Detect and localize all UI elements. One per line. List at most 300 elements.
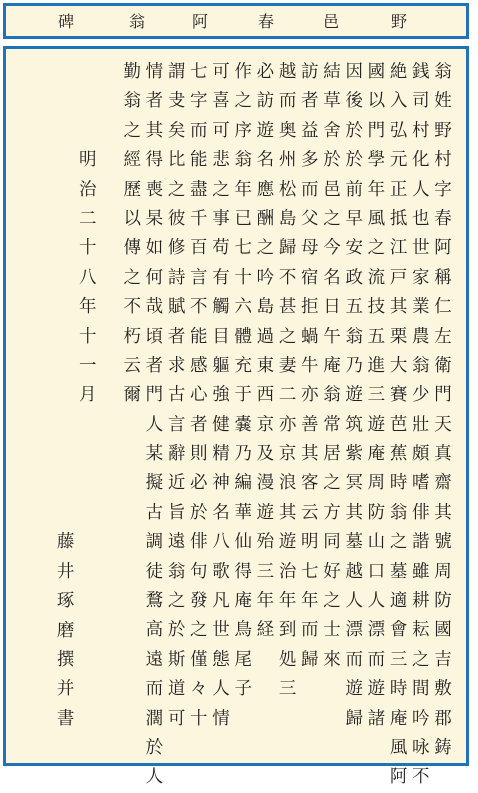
inscription-char: 士 (323, 620, 341, 641)
inscription-char: 結 (323, 62, 341, 82)
inscription-char: 千 (190, 208, 208, 229)
inscription-char: 山 (367, 532, 386, 553)
inscription-char: 而 (367, 649, 386, 670)
inscription-char: 午 (323, 326, 341, 347)
inscription-char: 墓 (345, 532, 363, 553)
inscription-char: 少 (412, 385, 430, 406)
inscription-char: 發 (190, 591, 208, 612)
inscription-char: 化 (412, 150, 430, 171)
inscription-char: 嗜 (412, 473, 430, 494)
inscription-char: 序 (234, 120, 252, 141)
inscription-char: 酬 (256, 208, 275, 229)
inscription-char: 常 (323, 414, 341, 435)
inscription-char: 近 (167, 473, 186, 494)
inscription-char: 浪 (278, 473, 297, 494)
inscription-char: 之 (212, 179, 230, 200)
inscription-char: 遠 (145, 649, 164, 670)
inscription-char: 云 (123, 355, 141, 376)
inscription-char: 三 (389, 649, 408, 670)
inscription-char: 之 (190, 620, 208, 641)
inscription-char: 草 (323, 91, 341, 112)
inscription-char: 松 (278, 179, 297, 200)
inscription-char: 益 (301, 120, 319, 141)
inscription-char: 仁 (434, 297, 452, 318)
inscription-char: 州 (278, 150, 297, 171)
text-column (230, 58, 256, 705)
inscription-char: 鋳 (434, 737, 452, 758)
inscription-char: 過 (256, 326, 275, 347)
inscription-char: 能 (190, 150, 208, 171)
inscription-char: 其 (301, 444, 319, 465)
inscription-char: 春 (434, 208, 452, 229)
text-column (75, 146, 101, 411)
text-column (363, 58, 389, 734)
inscription-char: 阿 (389, 767, 408, 788)
inscription-char: 辭 (167, 444, 186, 465)
inscription-char: 七 (234, 238, 252, 259)
inscription-char: 之 (123, 267, 141, 288)
inscription-char: 則 (190, 444, 208, 465)
inscription-char: 人 (212, 679, 230, 700)
inscription-char: 到 (278, 620, 297, 641)
inscription-char: 必 (256, 62, 275, 82)
inscription-char: 已 (234, 208, 252, 229)
inscription-char: 號 (434, 532, 452, 553)
inscription-char: 壯 (412, 414, 430, 435)
inscription-char: 之 (389, 532, 408, 553)
inscription-char: 戸 (389, 267, 408, 288)
inscription-char: 者 (145, 91, 164, 112)
inscription-char: 三 (278, 679, 297, 700)
text-column (297, 58, 323, 675)
inscription-char: 殆 (256, 532, 275, 553)
inscription-char: 邑 (323, 179, 341, 200)
inscription-char: 字 (190, 91, 208, 112)
inscription-char: 野 (434, 120, 452, 141)
inscription-char: 栗 (389, 326, 408, 347)
inscription-char: 不 (278, 267, 297, 288)
inscription-char: 朽 (123, 326, 141, 347)
inscription-char: 修 (167, 238, 186, 259)
inscription-char: 之 (323, 473, 341, 494)
inscription-char: 情 (212, 708, 230, 729)
inscription-char: 風 (389, 737, 408, 758)
inscription-char: 古 (167, 385, 186, 406)
inscription-char: 盡 (190, 179, 208, 200)
inscription-char: 十 (79, 326, 97, 347)
inscription-char: 適 (389, 591, 408, 612)
inscription-char: 世 (212, 620, 230, 641)
inscription-char: 亦 (278, 414, 297, 435)
inscription-char: 阿 (434, 238, 452, 259)
inscription-char: 咏 (412, 737, 430, 758)
inscription-char: 大 (389, 355, 408, 376)
inscription-char: 治 (278, 561, 297, 582)
inscription-char: 并 (56, 679, 75, 700)
inscription-char: 於 (167, 620, 186, 641)
inscription-char: 之 (256, 238, 275, 259)
inscription-char: 某 (145, 444, 164, 465)
title-char: 邑 (322, 12, 339, 31)
inscription-char: 居 (323, 444, 341, 465)
inscription-char: 磨 (56, 620, 75, 641)
inscription-char: 十 (190, 708, 208, 729)
inscription-char: 六 (234, 297, 252, 318)
inscription-char: 明 (301, 532, 319, 553)
inscription-char: 絶 (389, 62, 408, 82)
inscription-char: 元 (389, 150, 408, 171)
inscription-char: 應 (256, 179, 275, 200)
inscription-char: 強 (212, 385, 230, 406)
inscription-char: 翁 (345, 326, 363, 347)
inscription-char: 目 (212, 326, 230, 347)
inscription-char: 井 (56, 561, 75, 582)
inscription-char: 墓 (389, 561, 408, 582)
inscription-char: 精 (212, 444, 230, 465)
inscription-char: 仙 (234, 532, 252, 553)
inscription-char: 華 (234, 502, 252, 523)
title-char: 阿 (191, 12, 208, 31)
text-column (319, 58, 345, 675)
inscription-char: 一 (79, 355, 97, 376)
inscription-char: 三 (256, 561, 275, 582)
inscription-char: 賽 (389, 385, 408, 406)
inscription-char: 父 (301, 208, 319, 229)
inscription-char: 遊 (367, 679, 386, 700)
inscription-char: 防 (434, 591, 452, 612)
inscription-char: 能 (190, 326, 208, 347)
inscription-char: 吉 (434, 649, 452, 670)
text-column (164, 58, 190, 734)
inscription-char: 奥 (278, 120, 297, 141)
inscription-char: 々 (190, 679, 208, 700)
inscription-char: 司 (412, 91, 430, 112)
inscription-char: 口 (367, 561, 386, 582)
inscription-char: 敷 (434, 679, 452, 700)
inscription-char: 云 (301, 502, 319, 523)
text-column (341, 58, 367, 734)
inscription-char: 勤 (123, 62, 141, 82)
inscription-char: 體 (234, 326, 252, 347)
inscription-char: 村 (412, 120, 430, 141)
inscription-char: 於 (345, 150, 363, 171)
inscription-char: 正 (389, 179, 408, 200)
inscription-char: 其 (145, 120, 164, 141)
inscription-char: 遊 (367, 414, 386, 435)
inscription-char: 僅 (190, 649, 208, 670)
inscription-char: 經 (123, 150, 141, 171)
inscription-char: 京 (256, 414, 275, 435)
inscription-char: 月 (79, 385, 97, 406)
inscription-char: 銭 (412, 62, 430, 82)
inscription-char: 遊 (278, 532, 297, 553)
inscription-char: 筑 (345, 414, 363, 435)
inscription-char: 三 (367, 385, 386, 406)
inscription-char: 來 (323, 649, 341, 670)
inscription-char: 妻 (278, 355, 297, 376)
inscription-char: 何 (145, 267, 164, 288)
inscription-char: 旨 (167, 502, 186, 523)
inscription-char: 防 (367, 502, 386, 523)
text-column (119, 58, 145, 411)
inscription-char: 求 (167, 355, 186, 376)
inscription-char: 調 (145, 532, 164, 553)
inscription-char: 得 (145, 150, 164, 171)
inscription-char: 其 (278, 502, 297, 523)
inscription-char: 天 (434, 414, 452, 435)
inscription-char: 撰 (56, 649, 75, 670)
inscription-char: 于 (234, 385, 252, 406)
inscription-char: 情 (145, 62, 164, 82)
inscription-char: 島 (256, 297, 275, 318)
inscription-char: 七 (301, 561, 319, 582)
inscription-char: 日 (323, 297, 341, 318)
inscription-char: 以 (123, 208, 141, 229)
inscription-char: 年 (79, 297, 97, 318)
inscription-char: 江 (389, 238, 408, 259)
inscription-char: 善 (301, 414, 319, 435)
inscription-char: 人 (367, 591, 386, 612)
inscription-char: 漫 (256, 473, 275, 494)
inscription-char: 之 (323, 208, 341, 229)
inscription-char: 庵 (367, 444, 386, 465)
inscription-char: 乃 (234, 444, 252, 465)
inscription-char: 年 (256, 591, 275, 612)
inscription-char: 稱 (434, 267, 452, 288)
inscription-char: 時 (389, 679, 408, 700)
inscription-char: 子 (234, 679, 252, 700)
inscription-char: 方 (323, 502, 341, 523)
inscription-char: 如 (145, 238, 164, 259)
inscription-char: 風 (367, 208, 386, 229)
text-column (275, 58, 301, 705)
inscription-char: 歸 (301, 649, 319, 670)
inscription-char: 処 (278, 649, 297, 670)
inscription-char: 紫 (345, 444, 363, 465)
title-box (3, 3, 469, 39)
inscription-char: 態 (212, 649, 230, 670)
inscription-char: 門 (145, 385, 164, 406)
inscription-char: 翁 (123, 91, 141, 112)
inscription-char: 者 (190, 414, 208, 435)
inscription-char: 濶 (145, 708, 164, 729)
inscription-char: 周 (434, 561, 452, 582)
inscription-char: 漂 (345, 620, 363, 641)
inscription-char: 冥 (345, 473, 363, 494)
inscription-char: 郡 (434, 708, 452, 729)
inscription-char: 左 (434, 326, 452, 347)
inscription-char: 擬 (145, 473, 164, 494)
inscription-char: 周 (367, 473, 386, 494)
inscription-char: 東 (256, 355, 275, 376)
title-char: 翁 (128, 12, 145, 31)
inscription-char: 庵 (389, 708, 408, 729)
inscription-char: 衛 (434, 355, 452, 376)
title-char: 野 (390, 12, 407, 31)
inscription-char: 今 (323, 238, 341, 259)
inscription-char: 吟 (412, 708, 430, 729)
inscription-char: 俳 (190, 532, 208, 553)
inscription-char: 甚 (278, 297, 297, 318)
inscription-char: 耘 (412, 620, 430, 641)
inscription-char: 諸 (367, 708, 386, 729)
inscription-char: 之 (234, 91, 252, 112)
inscription-char: 矣 (167, 120, 186, 141)
text-column (408, 58, 434, 793)
inscription-char: 因 (345, 62, 363, 82)
inscription-char: 名 (323, 267, 341, 288)
inscription-char: 斯 (167, 649, 186, 670)
inscription-char: 前 (345, 179, 363, 200)
inscription-char: 歸 (278, 238, 297, 259)
inscription-char: 凡 (212, 591, 230, 612)
inscription-char: 頃 (145, 326, 164, 347)
inscription-char: 以 (367, 91, 386, 112)
inscription-char: 歌 (212, 561, 230, 582)
text-column (252, 58, 278, 646)
inscription-char: 牛 (301, 355, 319, 376)
inscription-char: 二 (278, 385, 297, 406)
inscription-char: 歷 (123, 179, 141, 200)
inscription-char: 蝸 (301, 326, 319, 347)
inscription-char: 間 (412, 679, 430, 700)
inscription-char: 遊 (345, 385, 363, 406)
inscription-char: 蕉 (389, 444, 408, 465)
inscription-char: 五 (367, 326, 386, 347)
inscription-char: 百 (190, 238, 208, 259)
inscription-char: 年 (301, 591, 319, 612)
text-column (141, 58, 167, 793)
inscription-char: 之 (167, 591, 186, 612)
inscription-char: 可 (212, 120, 230, 141)
inscription-char: 不 (412, 767, 430, 788)
title-char: 碑 (57, 12, 74, 31)
inscription-char: 心 (190, 385, 208, 406)
inscription-char: 早 (345, 208, 363, 229)
inscription-char: 真 (434, 444, 452, 465)
inscription-char: 訪 (256, 91, 275, 112)
inscription-char: 村 (434, 150, 452, 171)
inscription-char: 而 (345, 649, 363, 670)
inscription-char: 門 (434, 385, 452, 406)
inscription-char: 之 (367, 238, 386, 259)
inscription-char: 弘 (389, 120, 408, 141)
inscription-char: 也 (412, 208, 430, 229)
inscription-char: 爾 (123, 385, 141, 406)
inscription-char: 芭 (389, 414, 408, 435)
inscription-char: 言 (190, 267, 208, 288)
inscription-char: 五 (345, 297, 363, 318)
inscription-char: 十 (79, 238, 97, 259)
inscription-char: 齋 (434, 473, 452, 494)
inscription-char: 人 (412, 179, 430, 200)
inscription-char: 叏 (167, 91, 186, 112)
inscription-char: 事 (212, 208, 230, 229)
inscription-char: 門 (367, 120, 386, 141)
inscription-char: 之 (278, 326, 297, 347)
inscription-char: 翁 (434, 62, 452, 82)
inscription-char: 諧 (412, 532, 430, 553)
text-column (208, 58, 234, 734)
inscription-char: 作 (234, 62, 252, 82)
inscription-char: 觸 (212, 297, 230, 318)
inscription-char: 詩 (167, 267, 186, 288)
inscription-char: 頗 (412, 444, 430, 465)
inscription-char: 吟 (256, 267, 275, 288)
inscription-char: 時 (389, 473, 408, 494)
inscription-char: 而 (278, 91, 297, 112)
inscription-char: 藤 (56, 532, 75, 553)
inscription-char: 哉 (145, 297, 164, 318)
inscription-char: 及 (256, 444, 275, 465)
inscription-char: 國 (367, 62, 386, 82)
inscription-char: 苟 (212, 238, 230, 259)
inscription-char: 彼 (167, 208, 186, 229)
inscription-char: 十 (234, 267, 252, 288)
inscription-char: 於 (190, 502, 208, 523)
inscription-char: 翁 (167, 561, 186, 582)
inscription-char: 庵 (323, 355, 341, 376)
inscription-char: 翁 (389, 502, 408, 523)
inscription-char: 宿 (301, 267, 319, 288)
inscription-char: 俳 (412, 502, 430, 523)
inscription-char: 可 (212, 62, 230, 82)
inscription-char: 庵 (234, 591, 252, 612)
inscription-char: 舍 (323, 120, 341, 141)
inscription-char: 道 (167, 679, 186, 700)
inscription-char: 経 (256, 620, 275, 641)
inscription-char: 客 (301, 473, 319, 494)
inscription-char: 二 (79, 208, 97, 229)
inscription-char: 會 (389, 620, 408, 641)
inscription-char: 多 (301, 150, 319, 171)
inscription-char: 神 (212, 473, 230, 494)
inscription-char: 進 (367, 355, 386, 376)
inscription-char: 技 (367, 297, 386, 318)
inscription-char: 感 (190, 355, 208, 376)
inscription-char: 翁 (234, 150, 252, 171)
inscription-char: 年 (234, 179, 252, 200)
inscription-char: 年 (367, 179, 386, 200)
inscription-char: 入 (389, 91, 408, 112)
inscription-char: 喪 (145, 179, 164, 200)
inscription-char: 八 (212, 532, 230, 553)
inscription-char: 名 (212, 502, 230, 523)
inscription-char: 好 (323, 561, 341, 582)
inscription-char: 於 (323, 150, 341, 171)
inscription-char: 訪 (301, 62, 319, 82)
inscription-char: 尾 (234, 649, 252, 670)
inscription-char: 高 (145, 620, 164, 641)
inscription-char: 傳 (123, 238, 141, 259)
inscription-char: 人 (345, 591, 363, 612)
inscription-char: 西 (256, 385, 275, 406)
inscription-char: 越 (345, 561, 363, 582)
inscription-char: 充 (234, 355, 252, 376)
inscription-char: 遊 (256, 120, 275, 141)
inscription-char: 國 (434, 620, 452, 641)
inscription-char: 比 (167, 150, 186, 171)
inscription-body (3, 46, 469, 788)
inscription-char: 不 (190, 297, 208, 318)
inscription-char: 琢 (56, 591, 75, 612)
inscription-char: 人 (145, 767, 164, 788)
inscription-char: 其 (434, 502, 452, 523)
inscription-char: 書 (56, 708, 75, 729)
inscription-char: 流 (367, 267, 386, 288)
inscription-char: 字 (434, 179, 452, 200)
inscription-char: 者 (145, 355, 164, 376)
